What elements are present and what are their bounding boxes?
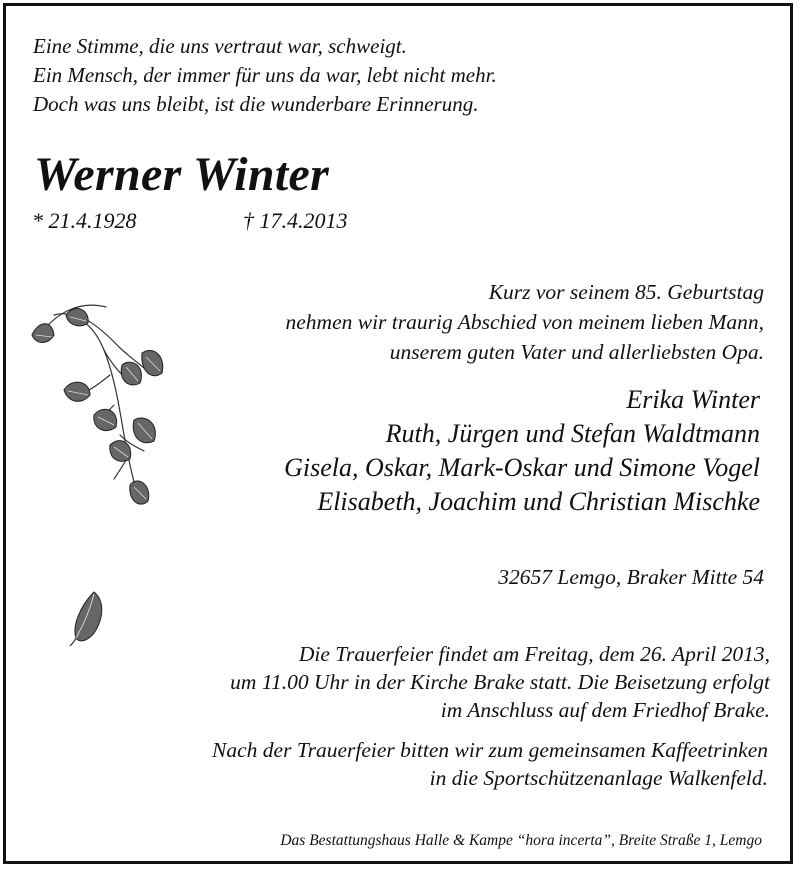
- deceased-name: Werner Winter: [34, 148, 330, 201]
- mourner-line: Gisela, Oskar, Mark-Oskar und Simone Vogel: [284, 453, 760, 482]
- mourner-line: Elisabeth, Joachim und Christian Mischke: [317, 487, 760, 516]
- birch-branch-icon: [14, 295, 174, 535]
- birth-date: * 21.4.1928: [32, 208, 137, 233]
- mourner-line: Ruth, Jürgen und Stefan Waldtmann: [385, 419, 760, 448]
- falling-leaf-icon: [64, 586, 114, 648]
- quote-line: Ein Mensch, der immer für uns da war, lebt nicht mehr.: [33, 63, 497, 87]
- reception-line: in die Sportschützenanlage Walkenfeld.: [429, 766, 768, 790]
- announcement-line: unserem guten Vater und allerliebsten Opa.: [389, 340, 764, 364]
- reception-details: [212, 736, 768, 792]
- funeral-home-credit: Das Bestattungshaus Halle & Kampe “hora incerta”, Breite Straße 1, Lemgo: [280, 832, 762, 849]
- funeral-line: im Anschluss auf dem Friedhof Brake.: [440, 698, 770, 722]
- family-address: 32657 Lemgo, Braker Mitte 54: [498, 565, 764, 589]
- mourner-line: Erika Winter: [626, 385, 760, 414]
- funeral-line: Die Trauerfeier findet am Freitag, dem 26. April 2013,: [298, 642, 770, 666]
- quote-line: Eine Stimme, die uns vertraut war, schweigt.: [33, 34, 407, 58]
- funeral-details: [230, 640, 770, 724]
- announcement-line: nehmen wir traurig Abschied von meinem lieben Mann,: [285, 310, 764, 334]
- reception-line: Nach der Trauerfeier bitten wir zum gemeinsamen Kaffeetrinken: [212, 738, 768, 762]
- death-date: † 17.4.2013: [243, 208, 348, 233]
- announcement-text: [286, 277, 765, 367]
- memorial-quote: [33, 32, 497, 119]
- funeral-line: um 11.00 Uhr in der Kirche Brake statt. Die Beisetzung erfolgt: [230, 670, 770, 694]
- mourners-list: [284, 383, 760, 519]
- announcement-line: Kurz vor seinem 85. Geburtstag: [488, 280, 764, 304]
- quote-line: Doch was uns bleibt, ist die wunderbare Erinnerung.: [33, 92, 479, 116]
